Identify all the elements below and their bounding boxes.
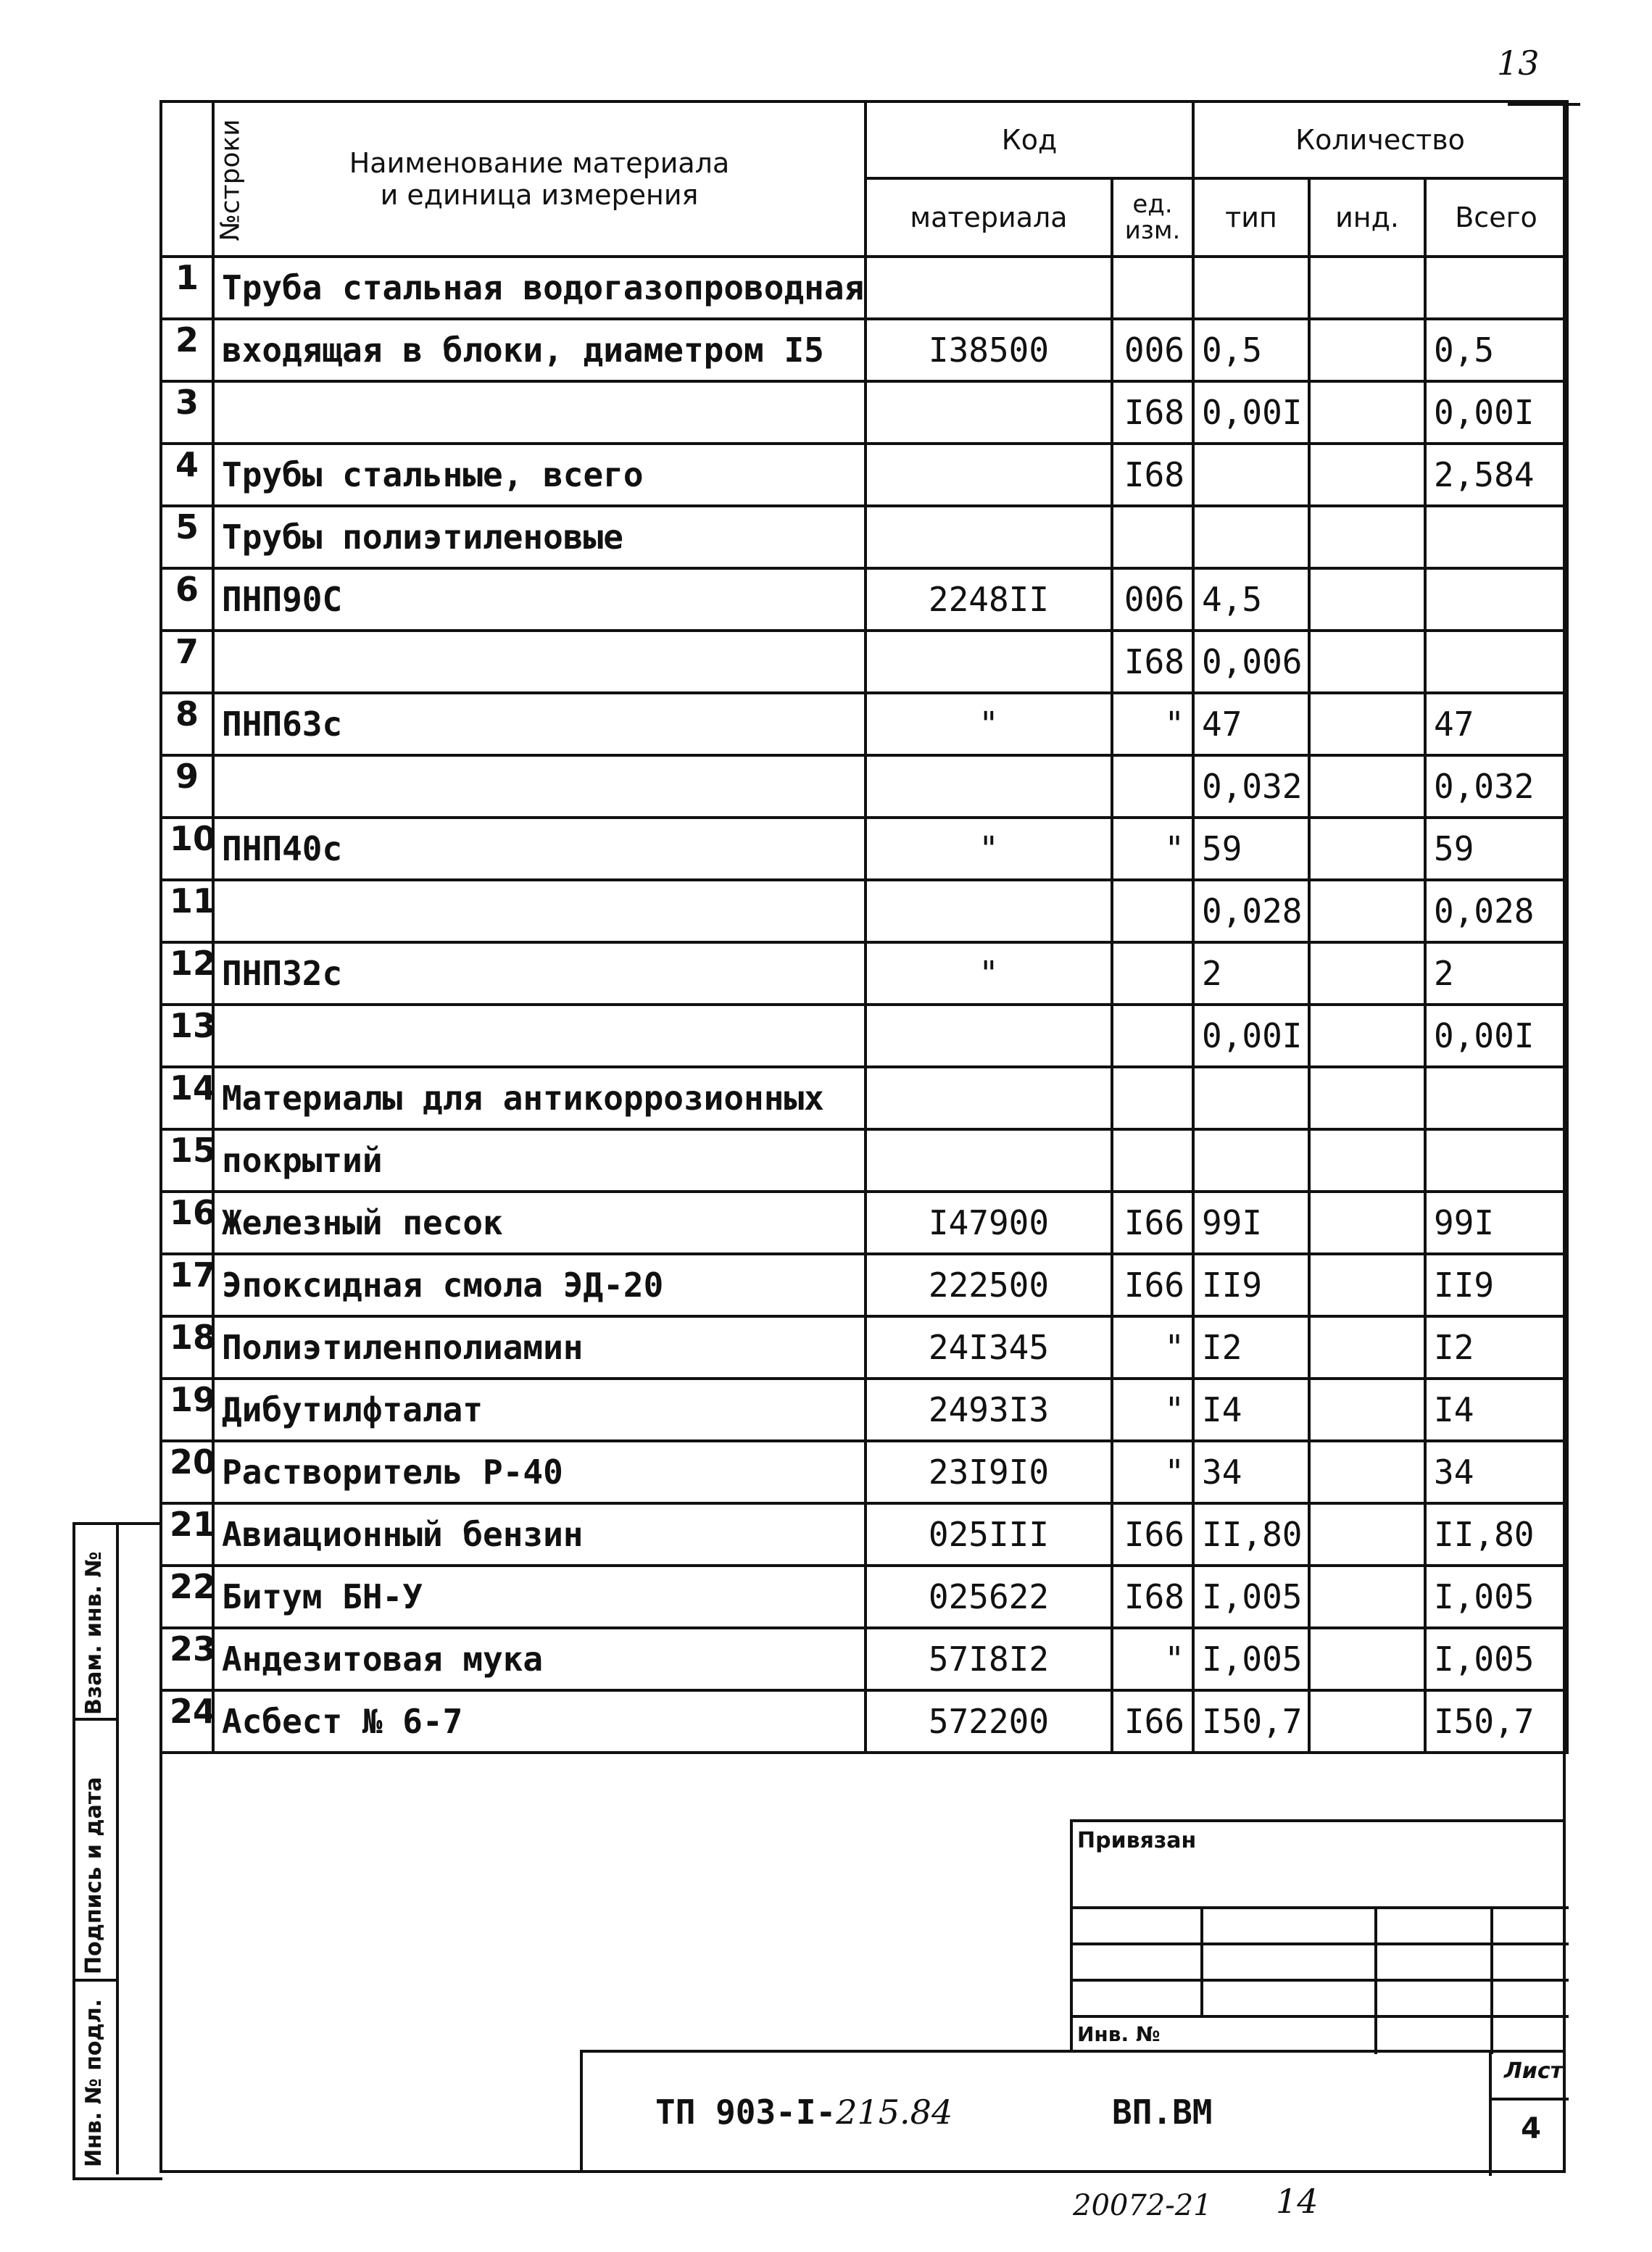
- bound-label: Привязан: [1077, 1828, 1197, 1853]
- document-code: ТП 903-I-215.84: [655, 2093, 953, 2132]
- materials-table: [159, 100, 1569, 1754]
- cell-total: 34: [1425, 1441, 1567, 1503]
- cell-n: 8: [161, 693, 213, 755]
- table-row: [161, 1566, 1567, 1628]
- name-header: Наименование материала и единица измерения: [213, 101, 866, 257]
- cell-unit: 006: [1112, 319, 1193, 381]
- cell-type: [1193, 1067, 1309, 1129]
- table-row: [161, 880, 1567, 942]
- table-row: [161, 1129, 1567, 1192]
- table-row: [161, 1192, 1567, 1254]
- cell-unit: [1112, 1067, 1193, 1129]
- cell-n: 16: [161, 1192, 213, 1254]
- signature-date-cell: [75, 1721, 119, 1982]
- cell-type: I,005: [1193, 1566, 1309, 1628]
- cell-name: Труба стальная водогазопроводная: [213, 257, 866, 319]
- cell-total: [1425, 1067, 1567, 1129]
- cell-n: 13: [161, 1005, 213, 1067]
- cell-code: [866, 381, 1112, 444]
- cell-unit: ": [1112, 693, 1193, 755]
- sheet-label: Лист: [1503, 2058, 1563, 2084]
- cell-name: Трубы стальные, всего: [213, 444, 866, 506]
- row-number-header: №строки: [161, 101, 213, 257]
- cell-code: 2248II: [866, 568, 1112, 631]
- cell-total: II9: [1425, 1254, 1567, 1316]
- cell-unit: ": [1112, 1628, 1193, 1690]
- cell-code: ": [866, 818, 1112, 880]
- cell-unit: I68: [1112, 1566, 1193, 1628]
- cell-ind: [1309, 1005, 1425, 1067]
- cell-code: 025622: [866, 1566, 1112, 1628]
- cell-unit: [1112, 506, 1193, 568]
- cell-type: 0,028: [1193, 880, 1309, 942]
- cell-type: [1193, 444, 1309, 506]
- cell-total: 0,00I: [1425, 381, 1567, 444]
- cell-n: 21: [161, 1503, 213, 1566]
- cell-n: 4: [161, 444, 213, 506]
- cell-code: [866, 755, 1112, 818]
- cell-total: I2: [1425, 1316, 1567, 1379]
- unit-header: ед. изм.: [1112, 178, 1193, 257]
- cell-type: 99I: [1193, 1192, 1309, 1254]
- cell-total: 2: [1425, 942, 1567, 1005]
- cell-code: 222500: [866, 1254, 1112, 1316]
- cell-ind: [1309, 1192, 1425, 1254]
- cell-unit: ": [1112, 818, 1193, 880]
- cell-total: I,005: [1425, 1566, 1567, 1628]
- table-row: [161, 755, 1567, 818]
- cell-ind: [1309, 880, 1425, 942]
- cell-type: [1193, 257, 1309, 319]
- inv-orig-cell: [75, 1982, 119, 2174]
- quantity-header: Количество: [1193, 101, 1567, 178]
- cell-name: Эпоксидная смола ЭД-20: [213, 1254, 866, 1316]
- table-row: [161, 1254, 1567, 1316]
- cell-code: ": [866, 693, 1112, 755]
- cell-n: 19: [161, 1379, 213, 1441]
- cell-type: II9: [1193, 1254, 1309, 1316]
- table-row: [161, 818, 1567, 880]
- cell-code: [866, 631, 1112, 693]
- cell-ind: [1309, 1067, 1425, 1129]
- cell-name: ПНП63с: [213, 693, 866, 755]
- cell-name: Растворитель Р-40: [213, 1441, 866, 1503]
- cell-total: 0,028: [1425, 880, 1567, 942]
- cell-n: 3: [161, 381, 213, 444]
- cell-unit: [1112, 942, 1193, 1005]
- cell-n: 6: [161, 568, 213, 631]
- cell-name: Железный песок: [213, 1192, 866, 1254]
- cell-code: [866, 506, 1112, 568]
- table-row: [161, 1503, 1567, 1566]
- type-header: тип: [1193, 178, 1309, 257]
- cell-ind: [1309, 1129, 1425, 1192]
- cell-ind: [1309, 1379, 1425, 1441]
- cell-name: [213, 880, 866, 942]
- cell-total: 0,032: [1425, 755, 1567, 818]
- cell-code: [866, 1067, 1112, 1129]
- cell-type: II,80: [1193, 1503, 1309, 1566]
- cell-n: 24: [161, 1690, 213, 1753]
- table-row: [161, 1067, 1567, 1129]
- cell-name: покрытий: [213, 1129, 866, 1192]
- cell-unit: I68: [1112, 631, 1193, 693]
- cell-name: ПНП40с: [213, 818, 866, 880]
- cell-type: I2: [1193, 1316, 1309, 1379]
- cell-n: 23: [161, 1628, 213, 1690]
- footer-page: 14: [1276, 2182, 1319, 2221]
- cell-code: 025III: [866, 1503, 1112, 1566]
- cell-name: ПНП32с: [213, 942, 866, 1005]
- inv-no-label: Инв. №: [1077, 2022, 1161, 2046]
- document-mark: ВП.ВМ: [1112, 2093, 1213, 2132]
- cell-name: входящая в блоки, диаметром I5: [213, 319, 866, 381]
- cell-name: ПНП90С: [213, 568, 866, 631]
- cell-n: 5: [161, 506, 213, 568]
- cell-type: I,005: [1193, 1628, 1309, 1690]
- cell-unit: [1112, 1129, 1193, 1192]
- cell-type: 0,006: [1193, 631, 1309, 693]
- cell-n: 17: [161, 1254, 213, 1316]
- cell-unit: ": [1112, 1441, 1193, 1503]
- table-row: [161, 381, 1567, 444]
- cell-name: Трубы полиэтиленовые: [213, 506, 866, 568]
- cell-unit: [1112, 257, 1193, 319]
- cell-total: [1425, 568, 1567, 631]
- cell-total: II,80: [1425, 1503, 1567, 1566]
- total-header: Всего: [1425, 178, 1567, 257]
- table-row: [161, 631, 1567, 693]
- table-row: [161, 506, 1567, 568]
- swap-inv-label: Взам. инв. №: [81, 1551, 107, 1715]
- material-code-header: материала: [866, 178, 1112, 257]
- table-row: [161, 1628, 1567, 1690]
- cell-unit: ": [1112, 1379, 1193, 1441]
- table-row: [161, 1690, 1567, 1753]
- ind-header: инд.: [1309, 178, 1425, 257]
- cell-type: [1193, 506, 1309, 568]
- cell-type: I50,7: [1193, 1690, 1309, 1753]
- cell-total: [1425, 506, 1567, 568]
- cell-unit: [1112, 1005, 1193, 1067]
- cell-n: 1: [161, 257, 213, 319]
- cell-ind: [1309, 755, 1425, 818]
- cell-ind: [1309, 631, 1425, 693]
- cell-type: 0,5: [1193, 319, 1309, 381]
- cell-total: I50,7: [1425, 1690, 1567, 1753]
- cell-total: 47: [1425, 693, 1567, 755]
- signature-date-label: Подпись и дата: [81, 1777, 107, 1974]
- cell-n: 9: [161, 755, 213, 818]
- cell-ind: [1309, 506, 1425, 568]
- cell-ind: [1309, 1628, 1425, 1690]
- cell-unit: [1112, 755, 1193, 818]
- cell-name: Андезитовая мука: [213, 1628, 866, 1690]
- sheet-number: 4: [1521, 2112, 1541, 2145]
- cell-unit: I66: [1112, 1192, 1193, 1254]
- cell-total: [1425, 257, 1567, 319]
- cell-ind: [1309, 1254, 1425, 1316]
- table-row: [161, 1005, 1567, 1067]
- cell-name: Битум БН-У: [213, 1566, 866, 1628]
- cell-unit: I68: [1112, 444, 1193, 506]
- table-row: [161, 1441, 1567, 1503]
- cell-n: 18: [161, 1316, 213, 1379]
- cell-unit: ": [1112, 1316, 1193, 1379]
- cell-total: 99I: [1425, 1192, 1567, 1254]
- cell-ind: [1309, 1503, 1425, 1566]
- table-row: [161, 942, 1567, 1005]
- cell-type: I4: [1193, 1379, 1309, 1441]
- cell-unit: I66: [1112, 1690, 1193, 1753]
- cell-code: 24I345: [866, 1316, 1112, 1379]
- cell-code: I47900: [866, 1192, 1112, 1254]
- cell-type: 4,5: [1193, 568, 1309, 631]
- left-side-strip: [72, 1522, 162, 2180]
- cell-type: 0,00I: [1193, 381, 1309, 444]
- cell-name: [213, 755, 866, 818]
- cell-code: ": [866, 942, 1112, 1005]
- cell-total: [1425, 631, 1567, 693]
- cell-code: 572200: [866, 1690, 1112, 1753]
- page-number: 13: [1497, 43, 1540, 83]
- cell-name: Дибутилфталат: [213, 1379, 866, 1441]
- cell-type: 0,032: [1193, 755, 1309, 818]
- cell-type: 59: [1193, 818, 1309, 880]
- cell-code: 23I9I0: [866, 1441, 1112, 1503]
- cell-name: Авиационный бензин: [213, 1503, 866, 1566]
- cell-n: 10: [161, 818, 213, 880]
- table-row: [161, 444, 1567, 506]
- table-row: [161, 319, 1567, 381]
- cell-ind: [1309, 693, 1425, 755]
- cell-unit: [1112, 880, 1193, 942]
- cell-total: [1425, 1129, 1567, 1192]
- title-block: [580, 2050, 1566, 2173]
- cell-ind: [1309, 1566, 1425, 1628]
- swap-inv-cell: [75, 1525, 119, 1721]
- table-row: [161, 1379, 1567, 1441]
- cell-n: 15: [161, 1129, 213, 1192]
- cell-unit: 006: [1112, 568, 1193, 631]
- code-header: Код: [866, 101, 1193, 178]
- cell-code: I38500: [866, 319, 1112, 381]
- table-row: [161, 693, 1567, 755]
- cell-code: 2493I3: [866, 1379, 1112, 1441]
- cell-ind: [1309, 568, 1425, 631]
- cell-unit: I68: [1112, 381, 1193, 444]
- cell-ind: [1309, 444, 1425, 506]
- cell-name: Асбест № 6-7: [213, 1690, 866, 1753]
- cell-total: 59: [1425, 818, 1567, 880]
- cell-type: 2: [1193, 942, 1309, 1005]
- cell-code: [866, 257, 1112, 319]
- cell-n: 14: [161, 1067, 213, 1129]
- cell-n: 12: [161, 942, 213, 1005]
- cell-code: [866, 444, 1112, 506]
- cell-name: [213, 631, 866, 693]
- cell-code: [866, 1005, 1112, 1067]
- cell-ind: [1309, 1690, 1425, 1753]
- cell-name: Материалы для антикоррозионных: [213, 1067, 866, 1129]
- cell-ind: [1309, 818, 1425, 880]
- table-row: [161, 257, 1567, 319]
- cell-name: [213, 381, 866, 444]
- cell-name: Полиэтиленполиамин: [213, 1316, 866, 1379]
- table-row: [161, 568, 1567, 631]
- cell-type: 0,00I: [1193, 1005, 1309, 1067]
- cell-type: 47: [1193, 693, 1309, 755]
- cell-n: 7: [161, 631, 213, 693]
- cell-name: [213, 1005, 866, 1067]
- cell-ind: [1309, 942, 1425, 1005]
- order-number: 20072-21: [1073, 2189, 1212, 2222]
- cell-total: 0,5: [1425, 319, 1567, 381]
- cell-ind: [1309, 1441, 1425, 1503]
- binding-stamp: [1070, 1819, 1566, 2051]
- cell-code: [866, 880, 1112, 942]
- cell-n: 22: [161, 1566, 213, 1628]
- cell-ind: [1309, 381, 1425, 444]
- cell-type: [1193, 1129, 1309, 1192]
- cell-total: 0,00I: [1425, 1005, 1567, 1067]
- cell-unit: I66: [1112, 1254, 1193, 1316]
- cell-n: 2: [161, 319, 213, 381]
- cell-code: 57I8I2: [866, 1628, 1112, 1690]
- table-row: [161, 1316, 1567, 1379]
- inv-orig-label: Инв. № подл.: [81, 1998, 107, 2167]
- cell-unit: I66: [1112, 1503, 1193, 1566]
- cell-n: 11: [161, 880, 213, 942]
- cell-total: I,005: [1425, 1628, 1567, 1690]
- cell-ind: [1309, 257, 1425, 319]
- cell-total: I4: [1425, 1379, 1567, 1441]
- cell-ind: [1309, 319, 1425, 381]
- cell-ind: [1309, 1316, 1425, 1379]
- cell-total: 2,584: [1425, 444, 1567, 506]
- cell-code: [866, 1129, 1112, 1192]
- cell-type: 34: [1193, 1441, 1309, 1503]
- cell-n: 20: [161, 1441, 213, 1503]
